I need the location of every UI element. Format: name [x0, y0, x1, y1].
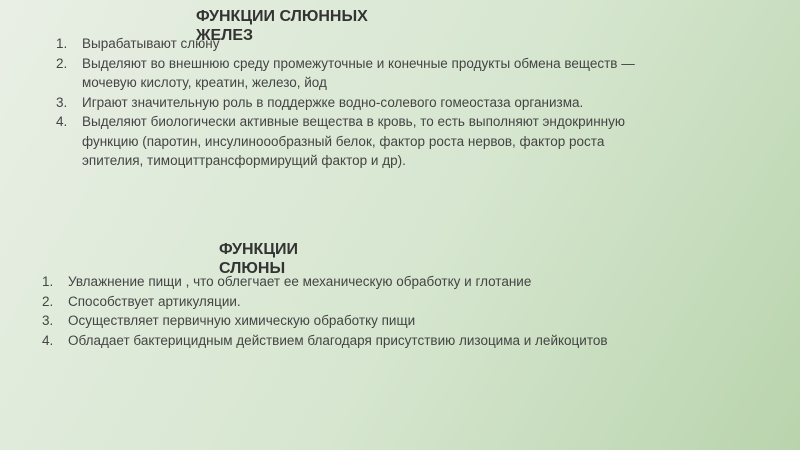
- list-item-text: Увлажнение пищи , что облегчает ее механическую обработку и глотание: [68, 274, 532, 289]
- saliva-functions-list: [42, 272, 658, 350]
- list-item-text: Вырабатывают слюну: [82, 36, 220, 51]
- list-item-number: 3.: [56, 94, 68, 110]
- list-item-number: 4.: [56, 114, 68, 129]
- list-item-text: Обладает бактерицидным действием благодаря присутствию лизоцима и лейкоцитов: [68, 332, 608, 348]
- list-item: [56, 54, 662, 93]
- list-item-number: 2.: [42, 293, 54, 309]
- salivary-glands-functions-list: [56, 34, 662, 171]
- list-item-number: 4.: [42, 332, 54, 348]
- list-item-text: Выделяют биологически активные вещества в кровь, то есть выполняют эндокринную функцию (паротин, инсулиноообразный белок, фактор роста нервов, фактор роста эпителия, тимоциттрансформирущий фактор и др).: [82, 114, 625, 168]
- list-item: [56, 93, 662, 113]
- saliva-functions-title: ФУНКЦИИ СЛЮНЫ: [219, 241, 299, 277]
- list-item-number: 3.: [42, 313, 54, 328]
- list-item-text: Выделяют во внешнюю среду промежуточные и конечные продукты обмена веществ — мочевую кислоту, креатин, железо, йод: [82, 55, 635, 90]
- list-item: [42, 311, 658, 331]
- list-item-number: 1.: [42, 274, 54, 289]
- list-item-text: Способствует артикуляции.: [68, 293, 241, 309]
- list-item-number: 1.: [56, 36, 68, 51]
- salivary-glands-functions-title: ФУНКЦИИ СЛЮННЫХ ЖЕЛЕЗ: [196, 8, 368, 44]
- list-item-text: Играют значительную роль в поддержке водно-солевого гомеостаза организма.: [82, 94, 584, 110]
- list-item: [42, 331, 658, 351]
- list-item-number: 2.: [56, 55, 68, 71]
- list-item-text: Осуществляет первичную химическую обработку пищи: [68, 313, 416, 328]
- list-item: [56, 112, 662, 171]
- list-item: [42, 292, 658, 312]
- list-item: [42, 272, 658, 292]
